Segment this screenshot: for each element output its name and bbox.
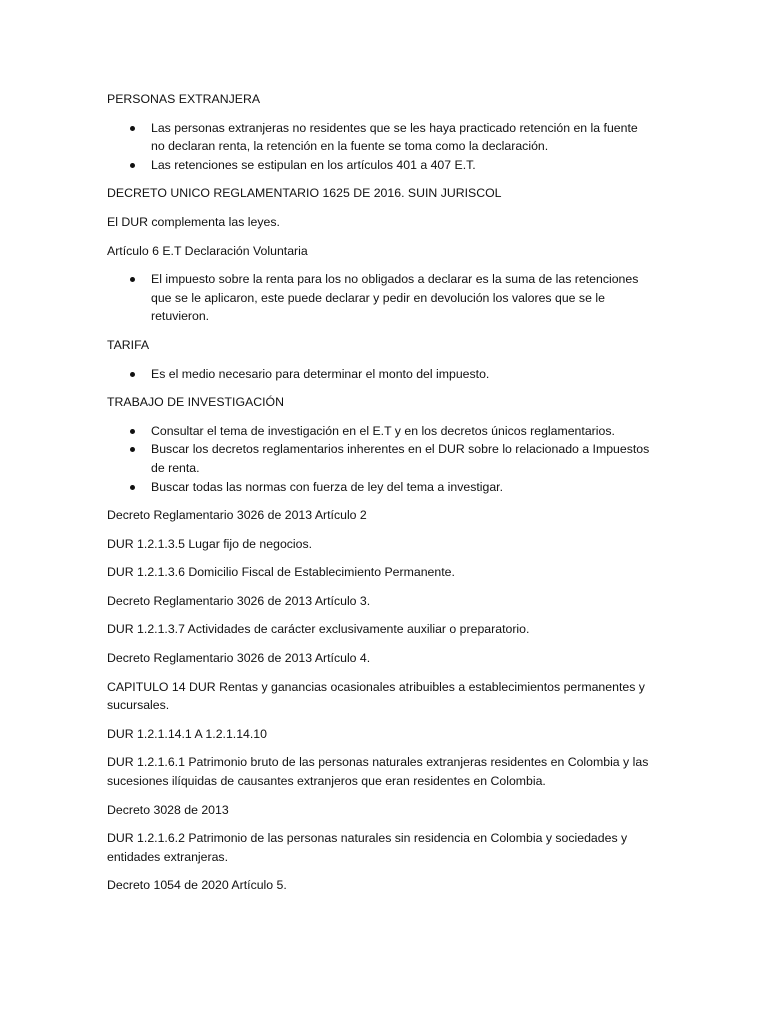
section-heading-decreto-unico: DECRETO UNICO REGLAMENTARIO 1625 DE 2016. SUIN JURISCOL [107, 186, 502, 201]
list-item-text-line: Buscar todas las normas con fuerza de ley del tema a investigar. [151, 479, 504, 494]
reference-line: DUR 1.2.1.3.6 Domicilio Fiscal de Establecimiento Permanente. [107, 565, 455, 580]
bullet-icon [130, 485, 135, 490]
section-heading-tarifa: TARIFA [107, 337, 150, 352]
bullet-list [107, 270, 667, 326]
bullet-icon [130, 372, 135, 377]
reference-paragraph [107, 829, 667, 866]
list-item-text-line: retuvieron. [151, 309, 210, 324]
reference-paragraph [107, 753, 667, 790]
bullet-icon [130, 163, 135, 168]
list-item-text-line: Buscar los decretos reglamentarios inherentes en el DUR sobre lo relacionado a Impuestos [151, 442, 650, 457]
list-item [107, 270, 667, 326]
reference-line: Decreto 3028 de 2013 [107, 802, 229, 817]
bullet-list [107, 119, 667, 175]
reference-text-line: DUR 1.2.1.6.2 Patrimonio de las personas naturales sin residencia en Colombia y sociedades y [107, 831, 628, 846]
list-item [107, 422, 667, 441]
document-body [107, 90, 667, 905]
paragraph: Artículo 6 E.T Declaración Voluntaria [107, 243, 308, 258]
section-heading-trabajo-investigacion: TRABAJO DE INVESTIGACIÓN [107, 395, 284, 410]
bullet-icon [130, 277, 135, 282]
bullet-list [107, 365, 667, 384]
reference-text-line: DUR 1.2.1.6.1 Patrimonio bruto de las personas naturales extranjeras residentes en Colombia y las [107, 755, 649, 770]
list-item [107, 365, 667, 384]
reference-text-line: CAPITULO 14 DUR Rentas y ganancias ocasionales atribuibles a establecimientos permanentes y [107, 679, 645, 694]
list-item-text-line: Es el medio necesario para determinar el monto del impuesto. [151, 366, 490, 381]
list-item [107, 156, 667, 175]
reference-text-line: entidades extranjeras. [107, 849, 228, 864]
bullet-icon [130, 126, 135, 131]
reference-line: Decreto Reglamentario 3026 de 2013 Artículo 3. [107, 593, 371, 608]
bullet-icon [130, 447, 135, 452]
reference-paragraph [107, 678, 667, 715]
reference-line: Decreto Reglamentario 3026 de 2013 Artículo 4. [107, 651, 371, 666]
list-item [107, 119, 667, 156]
reference-text-line: sucursales. [107, 698, 170, 713]
reference-line: Decreto Reglamentario 3026 de 2013 Artículo 2 [107, 508, 367, 523]
list-item-text-line: que se le aplicaron, este puede declarar y pedir en devolución los valores que se le [151, 290, 605, 305]
bullet-list [107, 422, 667, 496]
reference-line: DUR 1.2.1.3.5 Lugar fijo de negocios. [107, 536, 313, 551]
list-item [107, 478, 667, 497]
list-item-text-line: de renta. [151, 460, 200, 475]
list-item-text-line: Las retenciones se estipulan en los artículos 401 a 407 E.T. [151, 157, 476, 172]
paragraph: El DUR complementa las leyes. [107, 214, 280, 229]
reference-text-line: sucesiones ilíquidas de causantes extranjeros que eran residentes en Colombia. [107, 774, 546, 789]
list-item-text-line: Consultar el tema de investigación en el E.T y en los decretos únicos reglamentarios. [151, 423, 615, 438]
list-item-text-line: El impuesto sobre la renta para los no obligados a declarar es la suma de las retenciones [151, 272, 639, 287]
reference-line: DUR 1.2.1.3.7 Actividades de carácter exclusivamente auxiliar o preparatorio. [107, 622, 530, 637]
reference-line: Decreto 1054 de 2020 Artículo 5. [107, 878, 287, 893]
list-item [107, 440, 667, 477]
section-heading-personas-extranjera: PERSONAS EXTRANJERA [107, 92, 261, 106]
bullet-icon [130, 429, 135, 434]
list-item-text-line: no declaran renta, la retención en la fuente se toma como la declaración. [151, 139, 549, 154]
list-item-text-line: Las personas extranjeras no residentes que se les haya practicado retención en la fuente [151, 120, 638, 135]
reference-line: DUR 1.2.1.14.1 A 1.2.1.14.10 [107, 726, 267, 741]
